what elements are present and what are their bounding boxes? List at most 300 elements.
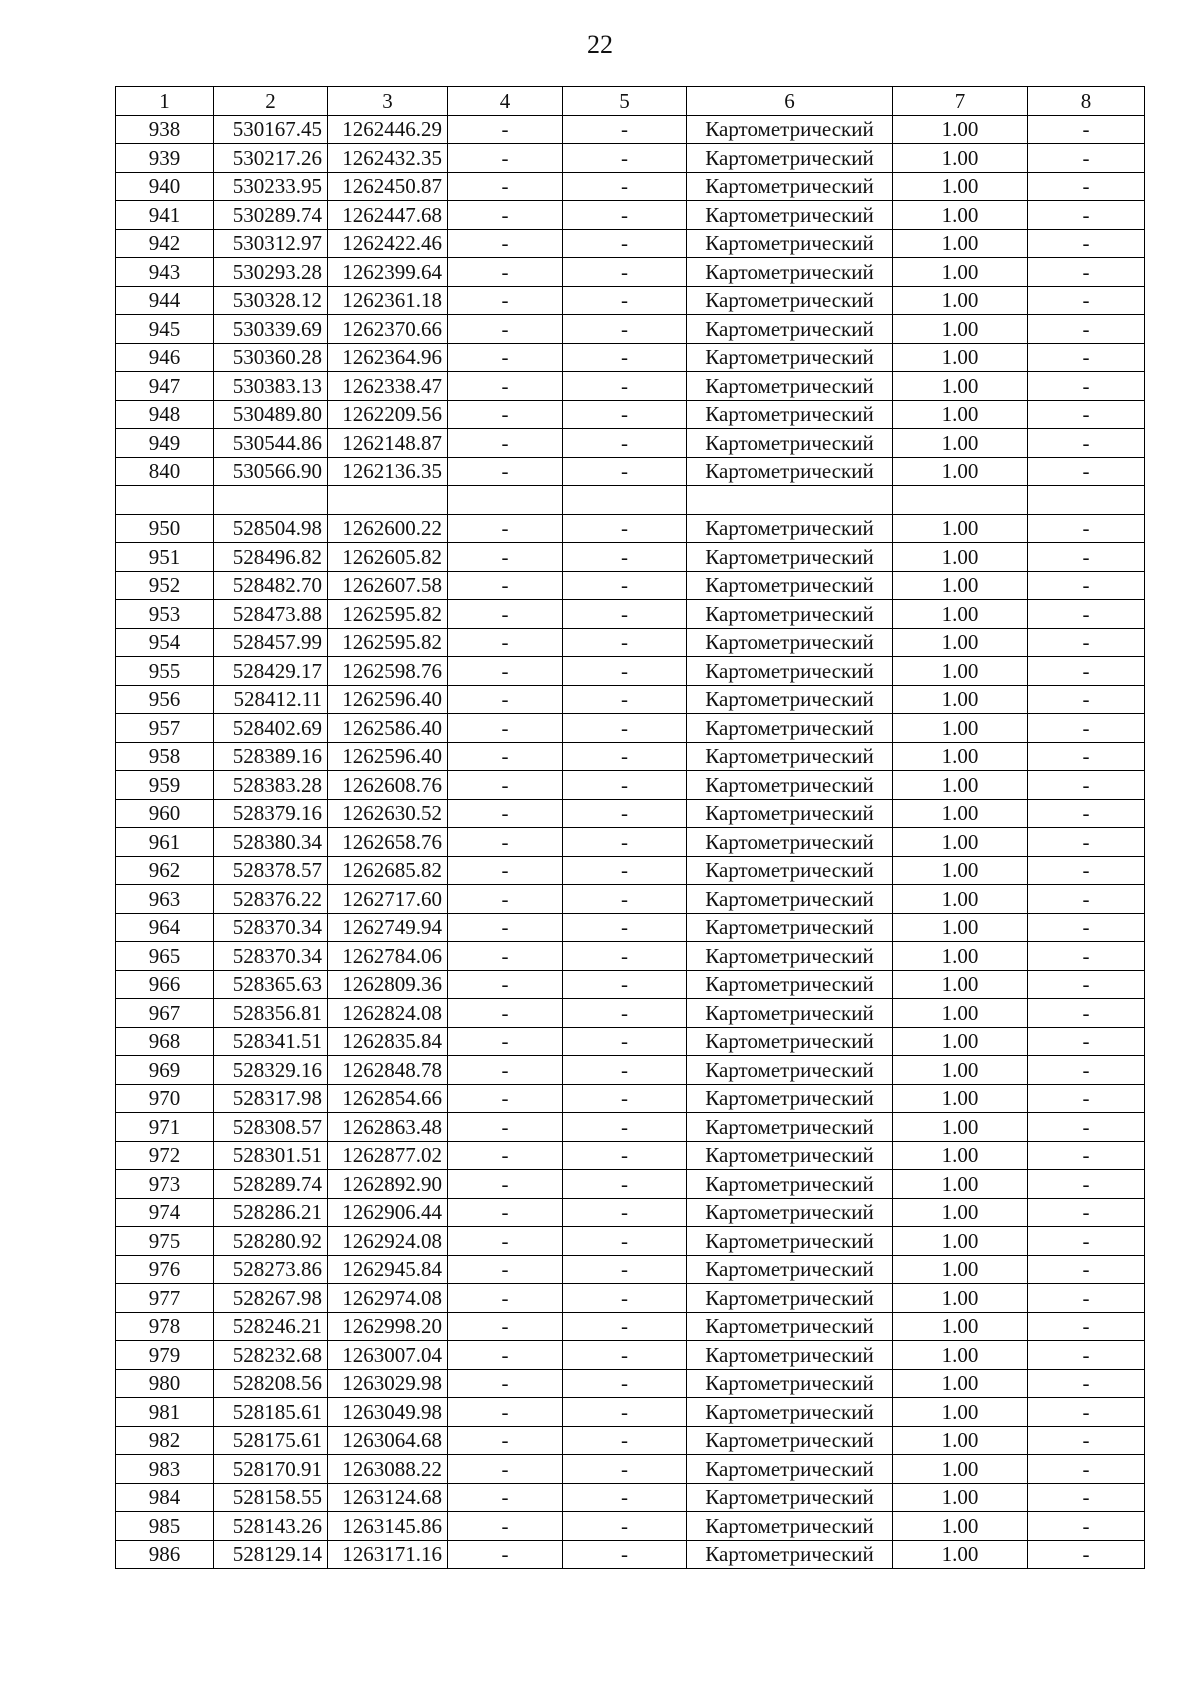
y-coordinate-cell: 1262600.22	[328, 514, 448, 543]
col8-cell: -	[1028, 543, 1145, 572]
method-cell: Картометрический	[687, 172, 893, 201]
table-row	[116, 315, 1145, 344]
accuracy-cell: 1.00	[893, 1056, 1028, 1085]
table-body	[116, 115, 1145, 1569]
method-cell: Картометрический	[687, 372, 893, 401]
x-coordinate-cell: 528267.98	[214, 1284, 328, 1313]
accuracy-cell: 1.00	[893, 771, 1028, 800]
col8-cell: -	[1028, 1455, 1145, 1484]
col4-cell: -	[448, 1170, 563, 1199]
accuracy-cell: 1.00	[893, 1455, 1028, 1484]
table-row	[116, 429, 1145, 458]
point-number-cell: 980	[116, 1369, 214, 1398]
x-coordinate-cell: 528379.16	[214, 799, 328, 828]
accuracy-cell: 1.00	[893, 913, 1028, 942]
x-coordinate-cell: 530383.13	[214, 372, 328, 401]
method-cell: Картометрический	[687, 1398, 893, 1427]
point-number-cell: 949	[116, 429, 214, 458]
y-coordinate-cell: 1263064.68	[328, 1426, 448, 1455]
page-number: 22	[587, 30, 613, 59]
y-coordinate-cell: 1263029.98	[328, 1369, 448, 1398]
method-cell: Картометрический	[687, 1084, 893, 1113]
x-coordinate-cell: 528380.34	[214, 828, 328, 857]
col4-cell: -	[448, 1056, 563, 1085]
table-row	[116, 1056, 1145, 1085]
y-coordinate-cell: 1262749.94	[328, 913, 448, 942]
table-row	[116, 571, 1145, 600]
y-coordinate-cell: 1262630.52	[328, 799, 448, 828]
col8-cell: -	[1028, 229, 1145, 258]
col4-cell: -	[448, 343, 563, 372]
method-cell: Картометрический	[687, 685, 893, 714]
accuracy-cell: 1.00	[893, 828, 1028, 857]
accuracy-cell: 1.00	[893, 514, 1028, 543]
method-cell: Картометрический	[687, 1312, 893, 1341]
table-row	[116, 999, 1145, 1028]
accuracy-cell: 1.00	[893, 315, 1028, 344]
col4-cell: -	[448, 600, 563, 629]
col5-cell: -	[563, 229, 687, 258]
y-coordinate-cell: 1263007.04	[328, 1341, 448, 1370]
column-header: 5	[563, 87, 687, 116]
col5-cell: -	[563, 201, 687, 230]
point-number-cell: 971	[116, 1113, 214, 1142]
x-coordinate-cell: 530328.12	[214, 286, 328, 315]
col8-cell: -	[1028, 742, 1145, 771]
col5-cell: -	[563, 1455, 687, 1484]
col8-cell: -	[1028, 514, 1145, 543]
point-number-cell: 964	[116, 913, 214, 942]
x-coordinate-cell: 530339.69	[214, 315, 328, 344]
accuracy-cell: 1.00	[893, 1540, 1028, 1569]
method-cell: Картометрический	[687, 144, 893, 173]
col4-cell: -	[448, 571, 563, 600]
point-number-cell: 948	[116, 400, 214, 429]
point-number-cell: 959	[116, 771, 214, 800]
col5-cell: -	[563, 543, 687, 572]
table-row	[116, 144, 1145, 173]
col8-cell: -	[1028, 1084, 1145, 1113]
accuracy-cell: 1.00	[893, 628, 1028, 657]
col4-cell: -	[448, 970, 563, 999]
table-row	[116, 628, 1145, 657]
method-cell: Картометрический	[687, 1141, 893, 1170]
y-coordinate-cell: 1262446.29	[328, 115, 448, 144]
column-header: 8	[1028, 87, 1145, 116]
col4-cell: -	[448, 1141, 563, 1170]
y-coordinate-cell: 1262148.87	[328, 429, 448, 458]
col4-cell: -	[448, 942, 563, 971]
x-coordinate-cell: 528341.51	[214, 1027, 328, 1056]
method-cell	[687, 486, 893, 515]
col8-cell: -	[1028, 828, 1145, 857]
col5-cell: -	[563, 343, 687, 372]
col8-cell: -	[1028, 714, 1145, 743]
col5-cell	[563, 486, 687, 515]
column-header: 6	[687, 87, 893, 116]
table-row	[116, 1426, 1145, 1455]
col4-cell: -	[448, 429, 563, 458]
col4-cell: -	[448, 1312, 563, 1341]
method-cell: Картометрический	[687, 771, 893, 800]
col8-cell: -	[1028, 799, 1145, 828]
x-coordinate-cell: 528376.22	[214, 885, 328, 914]
col5-cell: -	[563, 429, 687, 458]
method-cell: Картометрический	[687, 714, 893, 743]
accuracy-cell: 1.00	[893, 343, 1028, 372]
col4-cell: -	[448, 201, 563, 230]
col4-cell: -	[448, 144, 563, 173]
accuracy-cell: 1.00	[893, 258, 1028, 287]
col5-cell: -	[563, 742, 687, 771]
table-row	[116, 229, 1145, 258]
point-number-cell: 946	[116, 343, 214, 372]
table-row	[116, 514, 1145, 543]
x-coordinate-cell: 528383.28	[214, 771, 328, 800]
point-number-cell: 970	[116, 1084, 214, 1113]
col5-cell: -	[563, 571, 687, 600]
point-number-cell: 965	[116, 942, 214, 971]
point-number-cell: 963	[116, 885, 214, 914]
point-number-cell: 942	[116, 229, 214, 258]
col5-cell: -	[563, 1084, 687, 1113]
method-cell: Картометрический	[687, 514, 893, 543]
method-cell: Картометрический	[687, 115, 893, 144]
x-coordinate-cell: 528378.57	[214, 856, 328, 885]
accuracy-cell: 1.00	[893, 1255, 1028, 1284]
col4-cell: -	[448, 1341, 563, 1370]
y-coordinate-cell: 1262605.82	[328, 543, 448, 572]
y-coordinate-cell: 1262595.82	[328, 628, 448, 657]
x-coordinate-cell: 528429.17	[214, 657, 328, 686]
point-number-cell: 986	[116, 1540, 214, 1569]
accuracy-cell: 1.00	[893, 229, 1028, 258]
x-coordinate-cell: 528143.26	[214, 1512, 328, 1541]
column-header: 3	[328, 87, 448, 116]
x-coordinate-cell: 528370.34	[214, 942, 328, 971]
point-number-cell: 950	[116, 514, 214, 543]
col5-cell: -	[563, 1341, 687, 1370]
y-coordinate-cell: 1262596.40	[328, 685, 448, 714]
col8-cell: -	[1028, 913, 1145, 942]
method-cell: Картометрический	[687, 571, 893, 600]
col4-cell: -	[448, 714, 563, 743]
accuracy-cell: 1.00	[893, 1084, 1028, 1113]
col4-cell: -	[448, 913, 563, 942]
y-coordinate-cell: 1262598.76	[328, 657, 448, 686]
method-cell: Картометрический	[687, 258, 893, 287]
y-coordinate-cell: 1262863.48	[328, 1113, 448, 1142]
column-header: 4	[448, 87, 563, 116]
table-row	[116, 486, 1145, 515]
method-cell: Картометрический	[687, 400, 893, 429]
accuracy-cell: 1.00	[893, 742, 1028, 771]
point-number-cell: 939	[116, 144, 214, 173]
method-cell: Картометрический	[687, 1284, 893, 1313]
table-row	[116, 1227, 1145, 1256]
col8-cell: -	[1028, 1426, 1145, 1455]
table-row	[116, 1341, 1145, 1370]
method-cell: Картометрический	[687, 1170, 893, 1199]
col5-cell: -	[563, 372, 687, 401]
table-row	[116, 828, 1145, 857]
table-row	[116, 600, 1145, 629]
y-coordinate-cell: 1262685.82	[328, 856, 448, 885]
x-coordinate-cell	[214, 486, 328, 515]
method-cell: Картометрический	[687, 1255, 893, 1284]
table-row	[116, 657, 1145, 686]
x-coordinate-cell: 528289.74	[214, 1170, 328, 1199]
col4-cell: -	[448, 1483, 563, 1512]
col5-cell: -	[563, 172, 687, 201]
col5-cell: -	[563, 286, 687, 315]
col5-cell: -	[563, 1398, 687, 1427]
y-coordinate-cell: 1263171.16	[328, 1540, 448, 1569]
col4-cell: -	[448, 1398, 563, 1427]
coordinates-table	[115, 86, 1145, 1569]
accuracy-cell: 1.00	[893, 543, 1028, 572]
accuracy-cell: 1.00	[893, 201, 1028, 230]
col4-cell: -	[448, 315, 563, 344]
method-cell: Картометрический	[687, 999, 893, 1028]
col8-cell: -	[1028, 885, 1145, 914]
col5-cell: -	[563, 999, 687, 1028]
col4-cell: -	[448, 543, 563, 572]
accuracy-cell: 1.00	[893, 372, 1028, 401]
y-coordinate-cell	[328, 486, 448, 515]
method-cell: Картометрический	[687, 1341, 893, 1370]
col5-cell: -	[563, 514, 687, 543]
method-cell: Картометрический	[687, 970, 893, 999]
x-coordinate-cell: 528504.98	[214, 514, 328, 543]
col4-cell: -	[448, 1198, 563, 1227]
col5-cell: -	[563, 771, 687, 800]
x-coordinate-cell: 528402.69	[214, 714, 328, 743]
y-coordinate-cell: 1262784.06	[328, 942, 448, 971]
y-coordinate-cell: 1262361.18	[328, 286, 448, 315]
x-coordinate-cell: 528301.51	[214, 1141, 328, 1170]
col8-cell: -	[1028, 999, 1145, 1028]
col8-cell: -	[1028, 457, 1145, 486]
accuracy-cell: 1.00	[893, 1284, 1028, 1313]
y-coordinate-cell: 1262809.36	[328, 970, 448, 999]
col4-cell: -	[448, 685, 563, 714]
point-number-cell: 941	[116, 201, 214, 230]
col4-cell	[448, 486, 563, 515]
col8-cell: -	[1028, 201, 1145, 230]
table-row	[116, 1084, 1145, 1113]
table-row	[116, 685, 1145, 714]
col5-cell: -	[563, 315, 687, 344]
y-coordinate-cell: 1263049.98	[328, 1398, 448, 1427]
col5-cell: -	[563, 885, 687, 914]
table-row	[116, 457, 1145, 486]
col4-cell: -	[448, 1369, 563, 1398]
table-row	[116, 1284, 1145, 1313]
accuracy-cell: 1.00	[893, 1141, 1028, 1170]
col8-cell: -	[1028, 1198, 1145, 1227]
x-coordinate-cell: 528482.70	[214, 571, 328, 600]
col8-cell: -	[1028, 1227, 1145, 1256]
accuracy-cell: 1.00	[893, 144, 1028, 173]
point-number-cell: 974	[116, 1198, 214, 1227]
table-row	[116, 942, 1145, 971]
col8-cell: -	[1028, 429, 1145, 458]
method-cell: Картометрический	[687, 315, 893, 344]
method-cell: Картометрический	[687, 543, 893, 572]
point-number-cell: 968	[116, 1027, 214, 1056]
x-coordinate-cell: 528286.21	[214, 1198, 328, 1227]
x-coordinate-cell: 530360.28	[214, 343, 328, 372]
col5-cell: -	[563, 1113, 687, 1142]
y-coordinate-cell: 1262136.35	[328, 457, 448, 486]
col5-cell: -	[563, 1027, 687, 1056]
accuracy-cell: 1.00	[893, 885, 1028, 914]
col5-cell: -	[563, 1369, 687, 1398]
y-coordinate-cell: 1262877.02	[328, 1141, 448, 1170]
col8-cell: -	[1028, 1312, 1145, 1341]
x-coordinate-cell: 530312.97	[214, 229, 328, 258]
y-coordinate-cell: 1262364.96	[328, 343, 448, 372]
x-coordinate-cell: 530293.28	[214, 258, 328, 287]
y-coordinate-cell: 1262945.84	[328, 1255, 448, 1284]
table-row	[116, 913, 1145, 942]
point-number-cell: 962	[116, 856, 214, 885]
table-row	[116, 1198, 1145, 1227]
col5-cell: -	[563, 1284, 687, 1313]
col5-cell: -	[563, 913, 687, 942]
point-number-cell: 979	[116, 1341, 214, 1370]
y-coordinate-cell: 1262924.08	[328, 1227, 448, 1256]
col4-cell: -	[448, 1455, 563, 1484]
x-coordinate-cell: 528329.16	[214, 1056, 328, 1085]
x-coordinate-cell: 528170.91	[214, 1455, 328, 1484]
col8-cell: -	[1028, 1512, 1145, 1541]
method-cell: Картометрический	[687, 1483, 893, 1512]
accuracy-cell: 1.00	[893, 1227, 1028, 1256]
y-coordinate-cell: 1262338.47	[328, 372, 448, 401]
col8-cell: -	[1028, 1056, 1145, 1085]
col4-cell: -	[448, 1084, 563, 1113]
accuracy-cell: 1.00	[893, 685, 1028, 714]
y-coordinate-cell: 1262906.44	[328, 1198, 448, 1227]
col8-cell: -	[1028, 1255, 1145, 1284]
method-cell: Картометрический	[687, 913, 893, 942]
col4-cell: -	[448, 999, 563, 1028]
y-coordinate-cell: 1262607.58	[328, 571, 448, 600]
col8-cell: -	[1028, 1540, 1145, 1569]
point-number-cell: 945	[116, 315, 214, 344]
point-number-cell: 975	[116, 1227, 214, 1256]
col5-cell: -	[563, 1426, 687, 1455]
point-number-cell: 954	[116, 628, 214, 657]
x-coordinate-cell: 528175.61	[214, 1426, 328, 1455]
accuracy-cell: 1.00	[893, 457, 1028, 486]
col4-cell: -	[448, 1540, 563, 1569]
col4-cell: -	[448, 115, 563, 144]
accuracy-cell: 1.00	[893, 1341, 1028, 1370]
method-cell: Картометрический	[687, 343, 893, 372]
col4-cell: -	[448, 771, 563, 800]
table-row	[116, 1113, 1145, 1142]
method-cell: Картометрический	[687, 1027, 893, 1056]
method-cell: Картометрический	[687, 229, 893, 258]
y-coordinate-cell: 1263145.86	[328, 1512, 448, 1541]
table-row	[116, 742, 1145, 771]
point-number-cell: 840	[116, 457, 214, 486]
col4-cell: -	[448, 799, 563, 828]
y-coordinate-cell: 1262450.87	[328, 172, 448, 201]
method-cell: Картометрический	[687, 657, 893, 686]
col4-cell: -	[448, 457, 563, 486]
table-row	[116, 372, 1145, 401]
table-row	[116, 1540, 1145, 1569]
point-number-cell: 957	[116, 714, 214, 743]
col4-cell: -	[448, 1027, 563, 1056]
method-cell: Картометрический	[687, 201, 893, 230]
y-coordinate-cell: 1262595.82	[328, 600, 448, 629]
method-cell: Картометрический	[687, 1369, 893, 1398]
point-number-cell: 960	[116, 799, 214, 828]
table-row	[116, 201, 1145, 230]
y-coordinate-cell: 1262835.84	[328, 1027, 448, 1056]
col5-cell: -	[563, 1227, 687, 1256]
point-number-cell: 973	[116, 1170, 214, 1199]
col4-cell: -	[448, 742, 563, 771]
table-row	[116, 1027, 1145, 1056]
accuracy-cell: 1.00	[893, 1398, 1028, 1427]
accuracy-cell: 1.00	[893, 1027, 1028, 1056]
col5-cell: -	[563, 1255, 687, 1284]
col4-cell: -	[448, 856, 563, 885]
method-cell: Картометрический	[687, 742, 893, 771]
point-number-cell: 953	[116, 600, 214, 629]
y-coordinate-cell: 1262596.40	[328, 742, 448, 771]
table-row	[116, 1369, 1145, 1398]
col8-cell: -	[1028, 1369, 1145, 1398]
x-coordinate-cell: 528473.88	[214, 600, 328, 629]
point-number-cell: 947	[116, 372, 214, 401]
col4-cell: -	[448, 172, 563, 201]
x-coordinate-cell: 528158.55	[214, 1483, 328, 1512]
point-number-cell: 958	[116, 742, 214, 771]
col8-cell: -	[1028, 600, 1145, 629]
accuracy-cell: 1.00	[893, 429, 1028, 458]
method-cell: Картометрический	[687, 1113, 893, 1142]
x-coordinate-cell: 528317.98	[214, 1084, 328, 1113]
table-row	[116, 885, 1145, 914]
accuracy-cell: 1.00	[893, 1369, 1028, 1398]
col8-cell: -	[1028, 1483, 1145, 1512]
x-coordinate-cell: 528496.82	[214, 543, 328, 572]
col4-cell: -	[448, 372, 563, 401]
point-number-cell: 961	[116, 828, 214, 857]
point-number-cell: 969	[116, 1056, 214, 1085]
x-coordinate-cell: 530544.86	[214, 429, 328, 458]
col8-cell: -	[1028, 115, 1145, 144]
col8-cell	[1028, 486, 1145, 515]
col8-cell: -	[1028, 144, 1145, 173]
col5-cell: -	[563, 657, 687, 686]
accuracy-cell: 1.00	[893, 1483, 1028, 1512]
y-coordinate-cell: 1262998.20	[328, 1312, 448, 1341]
x-coordinate-cell: 528412.11	[214, 685, 328, 714]
col5-cell: -	[563, 258, 687, 287]
accuracy-cell: 1.00	[893, 1113, 1028, 1142]
method-cell: Картометрический	[687, 1455, 893, 1484]
method-cell: Картометрический	[687, 856, 893, 885]
col4-cell: -	[448, 628, 563, 657]
